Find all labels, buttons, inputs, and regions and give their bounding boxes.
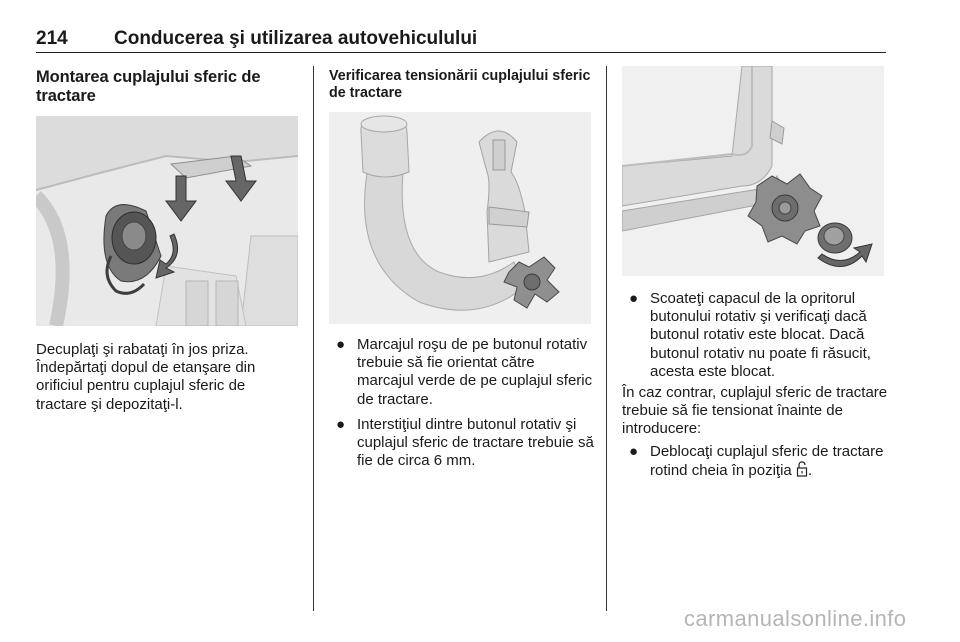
bullet-marker: ●	[336, 336, 346, 353]
illustration-knob-cap	[622, 66, 884, 276]
instruction-text	[36, 341, 298, 414]
bullet-list	[622, 443, 890, 487]
watermark: carmanualsonline.info	[684, 606, 907, 631]
knob-bullets	[622, 290, 890, 381]
list-item	[622, 290, 890, 381]
tension-bullets	[329, 336, 595, 470]
chapter-title: Conducerea şi utilizarea autovehiculului	[114, 28, 478, 49]
page-number: 214	[36, 28, 68, 49]
unlock-icon	[796, 461, 808, 477]
bullet-list	[329, 336, 595, 477]
list-item	[329, 416, 595, 471]
paragraph-tension: În caz contrar, cuplajul sferic de tractare trebuie să fie tensionat înainte de introducere:	[622, 384, 888, 438]
ball-coupling-svg	[329, 112, 591, 324]
bullet-marker: ●	[629, 290, 639, 307]
bullet-marker: ●	[336, 415, 346, 433]
illustration-ball-coupling	[329, 112, 591, 324]
bullet-list	[622, 290, 890, 388]
heading-mounting: Montarea cuplajului sferic de tractare	[36, 68, 261, 105]
knob-cap-svg	[622, 66, 884, 276]
unlock-bullets	[622, 443, 890, 480]
section-heading	[36, 68, 298, 106]
paragraph-mounting: Decuplaţi şi rabataţi în jos priza. Îndepărtaţi dopul de etanşare din orificiul pentru cuplajul sferic de tractare şi depozitaţi-l.	[36, 341, 256, 413]
section-heading	[329, 68, 591, 102]
column-divider	[606, 66, 607, 611]
column-divider	[313, 66, 314, 611]
list-item: ● Deblocaţi cuplajul sferic de tractare rotind cheia în poziţia .	[629, 443, 884, 480]
page-header	[36, 26, 886, 53]
bullet-text: Deblocaţi cuplajul sferic de tractare rotind cheia în poziţia	[650, 443, 884, 480]
list-item	[329, 336, 595, 409]
bullet-marker: ●	[629, 443, 639, 460]
bullet-text: Interstiţiul dintre butonul rotativ şi cuplajul sferic de tractare trebuie să fie de circa 6 mm.	[357, 415, 594, 470]
instruction-text	[622, 384, 890, 439]
bullet-text: Scoateţi capacul de la opritorul butonului rotativ şi verificaţi dacă butonul rotativ este blocat. Dacă butonul rotativ nu poate fi răsucit, acesta este blocat.	[650, 290, 871, 380]
socket-illustration-svg	[36, 116, 298, 326]
heading-check-tension: Verificarea tensionării cuplajului sferic de tractare	[329, 68, 591, 101]
illustration-socket	[36, 116, 298, 326]
bullet-text: Marcajul roşu de pe butonul rotativ trebuie să fie orientat către marcajul verde de pe cuplajul sferic de tractare.	[357, 336, 593, 408]
